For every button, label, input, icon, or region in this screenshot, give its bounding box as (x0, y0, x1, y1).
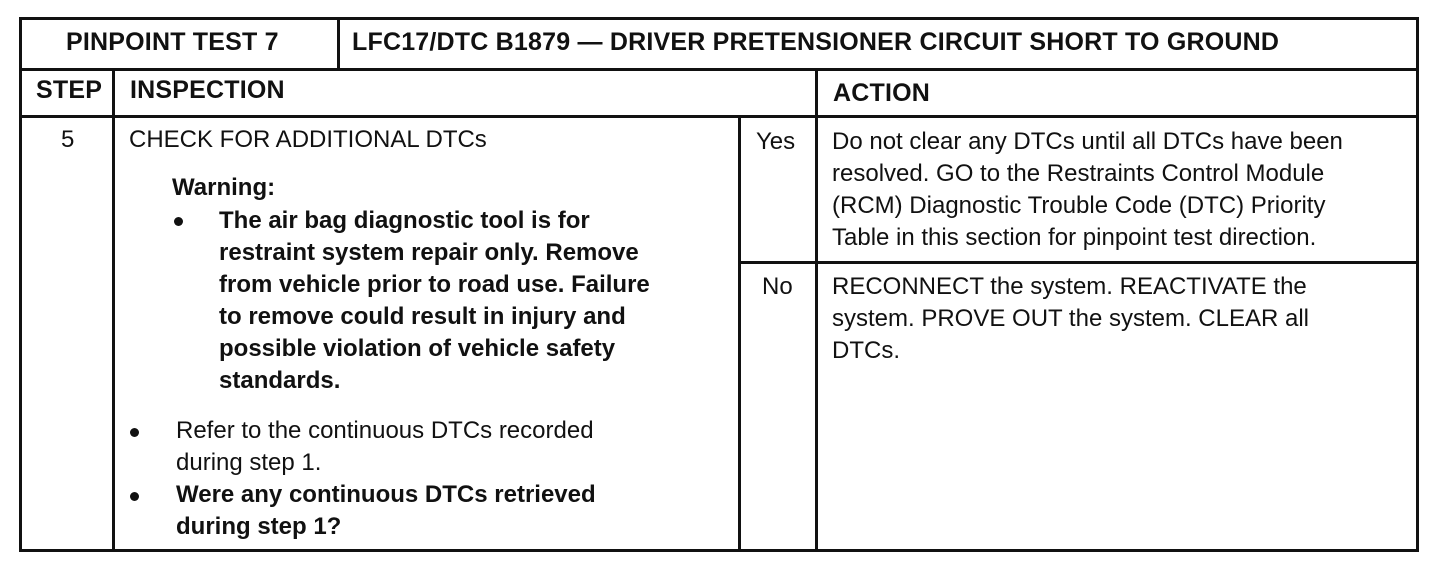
warning-line: possible violation of vehicle safety (219, 335, 616, 362)
warning-label: Warning: (172, 174, 276, 201)
header-divider (19, 68, 1419, 71)
answer-divider (738, 116, 741, 552)
bullet-icon (130, 492, 139, 501)
answer-yes: Yes (756, 128, 796, 155)
action-no-line: system. PROVE OUT the system. CLEAR all (832, 305, 1310, 332)
column-header-divider (19, 115, 1419, 118)
warning-line: restraint system repair only. Remove (219, 239, 639, 266)
warning-line: The air bag diagnostic tool is for (219, 207, 590, 234)
answer-no: No (762, 273, 793, 300)
action-yes-line: resolved. GO to the Restraints Control Module (832, 160, 1325, 187)
warning-line: standards. (219, 367, 341, 394)
bullet-text: during step 1. (176, 449, 322, 476)
question-text: during step 1? (176, 513, 342, 540)
action-yes-line: (RCM) Diagnostic Trouble Code (DTC) Priority (832, 192, 1326, 219)
yes-no-divider (740, 261, 1419, 264)
action-no-line: DTCs. (832, 337, 900, 364)
test-label: PINPOINT TEST 7 (66, 28, 279, 56)
action-no-line: RECONNECT the system. REACTIVATE the (832, 273, 1307, 300)
bullet-icon (130, 428, 139, 437)
step-title: CHECK FOR ADDITIONAL DTCs (129, 126, 487, 153)
title-divider (337, 17, 340, 70)
column-header-step: STEP (36, 76, 103, 104)
column-header-action: ACTION (833, 79, 931, 107)
warning-line: from vehicle prior to road use. Failure (219, 271, 650, 298)
test-title: LFC17/DTC B1879 — DRIVER PRETENSIONER CIRCUIT SHORT TO GROUND (352, 28, 1280, 56)
bullet-text: Refer to the continuous DTCs recorded (176, 417, 594, 444)
warning-bullet (174, 217, 183, 226)
action-yes-line: Table in this section for pinpoint test direction. (832, 224, 1317, 251)
column-header-inspection: INSPECTION (130, 76, 285, 104)
action-divider (815, 68, 818, 552)
warning-line: to remove could result in injury and (219, 303, 626, 330)
action-yes-line: Do not clear any DTCs until all DTCs have been (832, 128, 1343, 155)
question-text: Were any continuous DTCs retrieved (176, 481, 596, 508)
step-divider (112, 68, 115, 552)
step-number: 5 (61, 126, 75, 153)
